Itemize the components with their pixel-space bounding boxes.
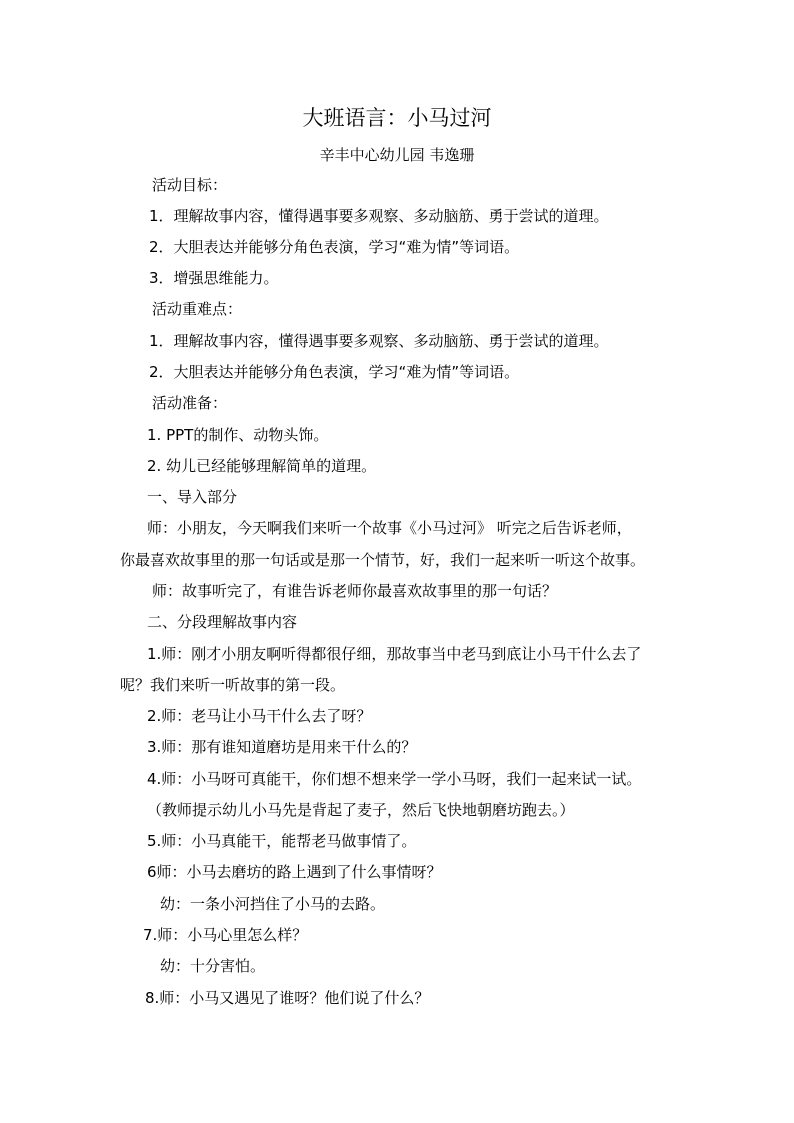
paragraph-line: 8.师：小马又遇见了谁呀？他们说了什么？ [145,989,430,1007]
paragraph-line: 幼：一条小河挡住了小马的去路。 [160,895,386,913]
paragraph-line: 3．增强思维能力。 [149,269,279,287]
paragraph-line: 7.师：小马心里怎么样？ [143,926,308,944]
section-heading-key-points: 活动重难点： [152,300,243,318]
paragraph-line: 1. PPT的制作、动物头饰。 [147,426,329,444]
paragraph-line: （教师提示幼儿小马先是背起了麦子，然后飞快地朝磨坊跑去。） [147,801,575,819]
section-heading-story-parts: 二、分段理解故事内容 [147,613,298,631]
paragraph-line: 5.师：小马真能干，能帮老马做事情了。 [147,832,417,850]
paragraph-line: 师：小朋友，今天啊我们来听一个故事《小马过河》 听完之后告诉老师， [147,519,632,537]
paragraph-line: 1．理解故事内容，懂得遇事要多观察、多动脑筋、勇于尝试的道理。 [149,207,609,225]
paragraph-line: 呢？我们来听一听故事的第一段。 [120,676,346,694]
paragraph-line: 师：故事听完了，有谁告诉老师你最喜欢故事里的那一句话？ [152,582,558,600]
document-title: 大班语言：小马过河 [302,106,492,130]
paragraph-line: 你最喜欢故事里的那一句话或是那一个情节，好，我们一起来听一听这个故事。 [120,551,646,569]
paragraph-line: 2. 幼儿已经能够理解简单的道理。 [147,457,377,475]
author-line: 辛丰中心幼儿园 韦逸珊 [319,146,475,164]
paragraph-line: 6师：小马去磨坊的路上遇到了什么事情呀？ [147,863,442,881]
paragraph-line: 2．大胆表达并能够分角色表演，学习“难为情”等词语。 [149,238,520,256]
paragraph-line: 4.师：小马呀可真能干，你们想不想来学一学小马呀，我们一起来试一试。 [147,770,642,788]
paragraph-line: 2．大胆表达并能够分角色表演，学习“难为情”等词语。 [149,363,520,381]
paragraph-line: 1．理解故事内容，懂得遇事要多观察、多动脑筋、勇于尝试的道理。 [149,332,609,350]
paragraph-line: 3.师：那有谁知道磨坊是用来干什么的？ [147,738,417,756]
paragraph-line: 1.师：刚才小朋友啊听得都很仔细，那故事当中老马到底让小马干什么去了 [147,645,642,663]
section-heading-intro: 一、导入部分 [147,488,238,506]
paragraph-line: 幼：十分害怕。 [160,957,266,975]
section-heading-preparation: 活动准备： [152,394,228,412]
section-heading-objectives: 活动目标： [152,176,228,194]
paragraph-line: 2.师：老马让小马干什么去了呀？ [147,707,372,725]
